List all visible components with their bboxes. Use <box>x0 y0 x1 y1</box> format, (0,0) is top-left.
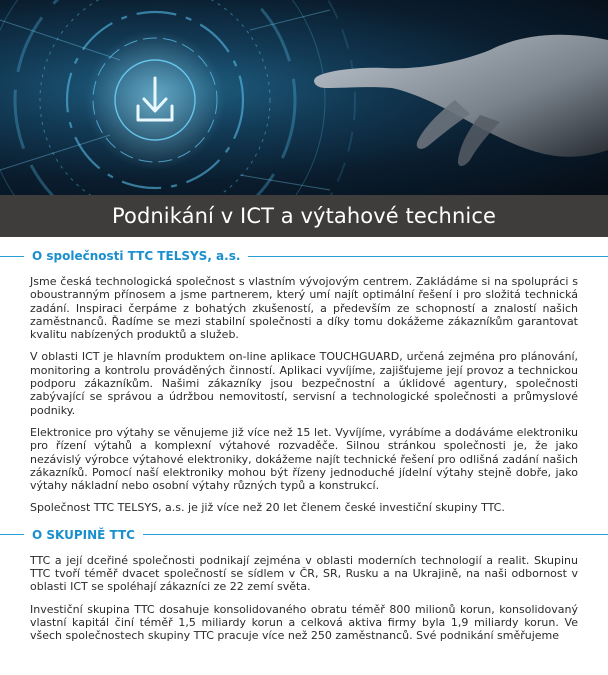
hand-illustration <box>314 35 608 166</box>
heading-rule-left <box>0 534 24 535</box>
page-title: Podnikání v ICT a výtahové technice <box>112 204 496 228</box>
paragraph: Jsme česká technologická společnost s vlastním vývojovým centrem. Zakládáme si na spolupráci s oboustranným přínosem a jsme partnerem, který umí najít optimální řešení i pro složitá technická zadání. Inspiraci čerpáme z bohatých zkušeností, a především ze schopností a znalostí našich zaměstnanců. Řadíme se mezi stabilní společnosti a díky tomu dokážeme zákazníkům garantovat kvalitu nabízených produktů a služeb. <box>30 275 578 342</box>
paragraph: TTC a její dceřiné společnosti podnikají zejména v oblasti moderních technologií a realit. Skupinu TTC tvoří téměř dvacet společností se sídlem v ČR, SR, Rusku a na Ukrajině, na naši odbornost v oblasti ICT se spoléhají zákazníci ze 22 zemí světa. <box>30 553 578 594</box>
heading-rule-left <box>0 256 24 257</box>
heading-rule-right <box>248 256 608 257</box>
section-heading-group <box>0 524 608 546</box>
paragraph: Investiční skupina TTC dosahuje konsolidovaného obratu téměř 800 milionů korun, konsolidovaný vlastní kapitál činí téměř 1,5 miliardy korun a celková aktiva firmy byla 1,9 miliardy korun. Ve všech společnostech skupiny TTC pracuje více než 250 zaměstnanců. Své podnikání směřujeme <box>30 602 578 643</box>
hero-image <box>0 0 608 195</box>
hero-illustration <box>0 0 608 195</box>
paragraph: Elektronice pro výtahy se věnujeme již více než 15 let. Vyvíjíme, vyrábíme a dodáváme elektroniku pro řízení výtahů a komplexní výtahové rozvaděče. Silnou stránkou společnosti je, že jako nezávislý výrobce výtahové elektroniky, dokážeme najít technické řešení pro odlišná zadání našich zákazníků. Pomocí naší elektroniky mohou být řízeny jednoduché jídelní výtahy stejně dobře, jako výtahy nákladní nebo osobní výtahy různých typů a konstrukcí. <box>30 425 578 493</box>
section-title: O SKUPINĚ TTC <box>32 527 135 542</box>
section-heading-company <box>0 245 608 267</box>
section-group-body <box>0 554 608 643</box>
paragraph: Společnost TTC TELSYS, a.s. je již více než 20 let členem české investiční skupiny TTC. <box>30 501 505 515</box>
heading-rule-right <box>143 534 608 535</box>
paragraph: V oblasti ICT je hlavním produktem on-line aplikace TOUCHGUARD, určená zejména pro plánování, monitoring a kontrolu prováděných činností. Aplikaci vyvíjíme, zajišťujeme její provoz a technickou podporu zákazníkům. Našimi zákazníky jsou bezpečnostní a úklidové agentury, společnosti zabývající se správou a údržbou nemovitostí, servisní a technologické společnosti a průmyslové podniky. <box>30 350 578 417</box>
section-company-body <box>0 275 608 515</box>
section-title: O společnosti TTC TELSYS, a.s. <box>32 249 241 263</box>
title-band <box>0 195 608 237</box>
